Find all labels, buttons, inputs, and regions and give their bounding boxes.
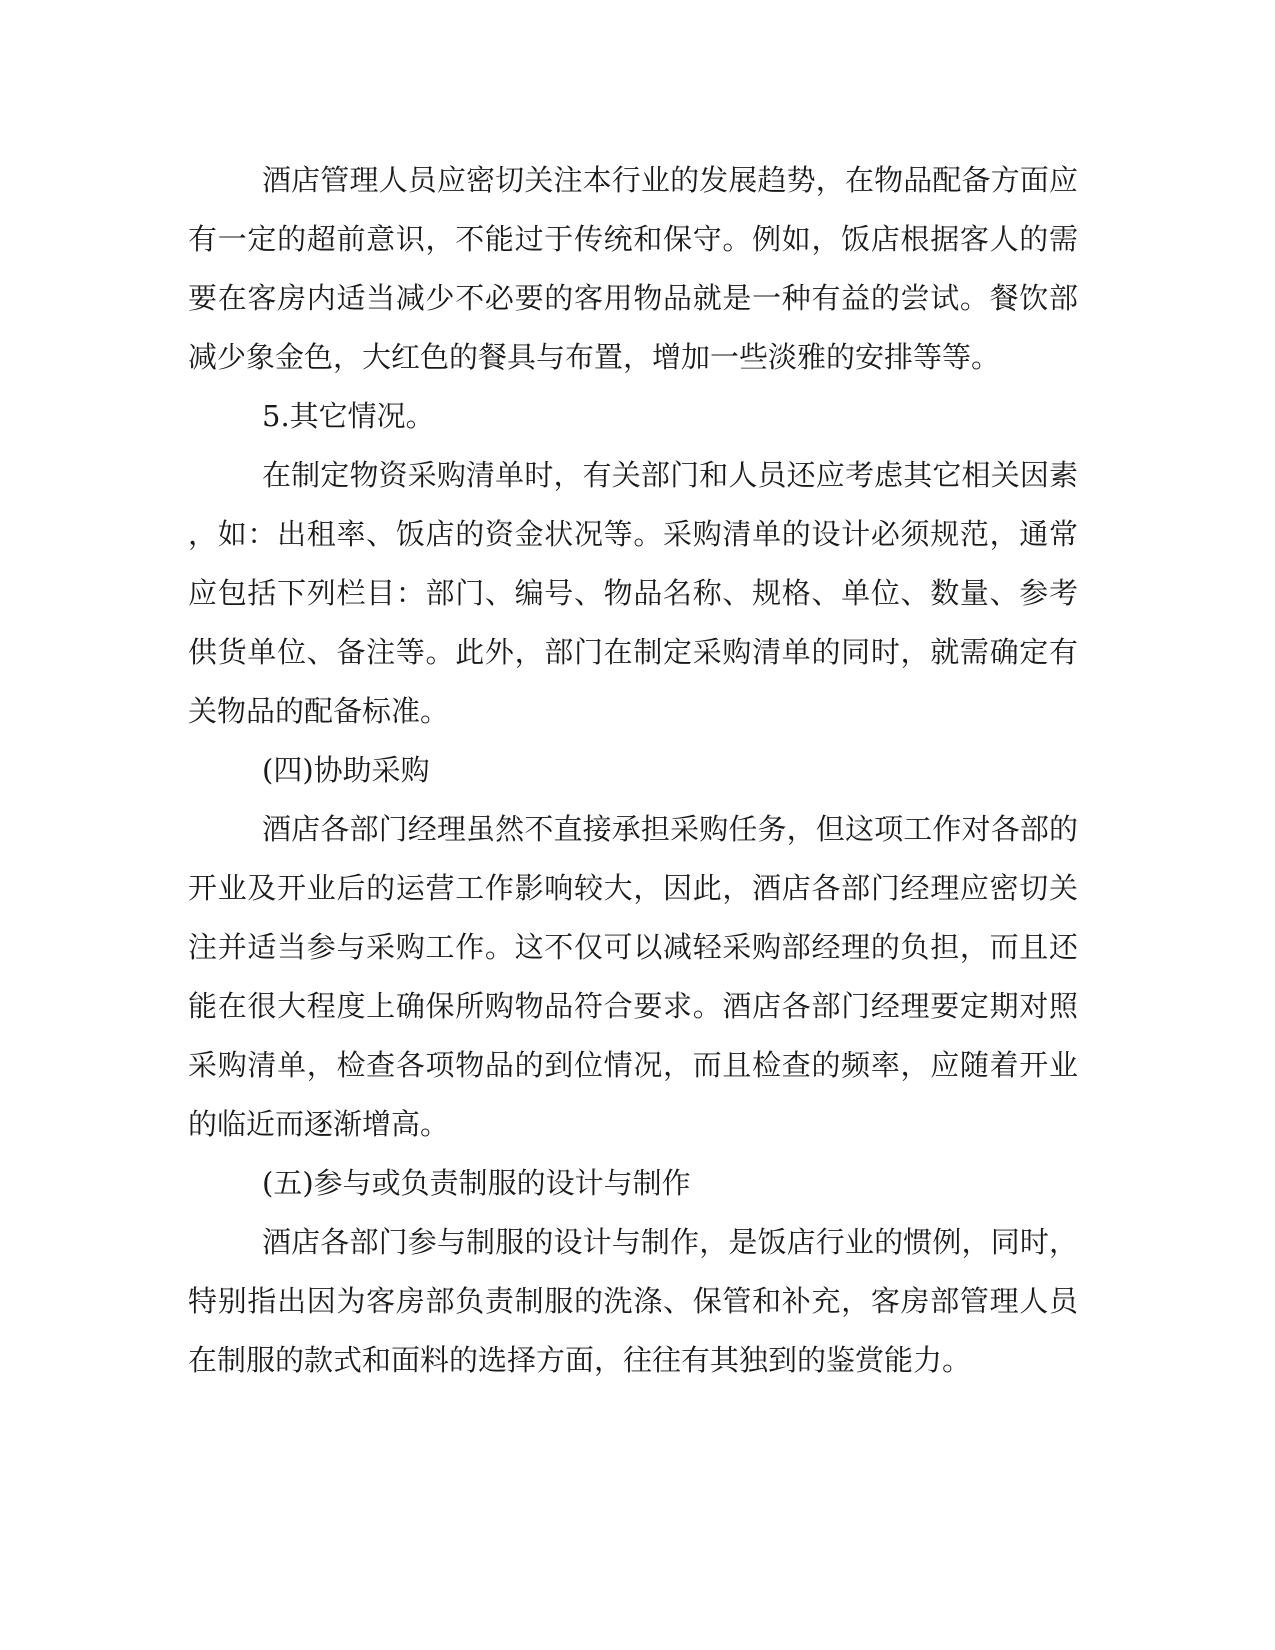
paragraph-line: 酒店各部门参与制服的设计与制作，是饭店行业的惯例，同时， — [262, 1225, 1078, 1259]
paragraph-line: 应包括下列栏目：部门、编号、物品名称、规格、单位、数量、参考 — [188, 576, 1078, 610]
paragraph-line: ，如：出租率、饭店的资金状况等。采购清单的设计必须规范，通常 — [188, 517, 1078, 551]
paragraph-line: 酒店各部门经理虽然不直接承担采购任务，但这项工作对各部的 — [262, 812, 1078, 846]
paragraph-line: 采购清单，检查各项物品的到位情况，而且检查的频率，应随着开业 — [188, 1048, 1078, 1082]
paragraph-line: 关物品的配备标准。 — [188, 694, 450, 728]
paragraph-line: 的临近而逐渐增高。 — [188, 1107, 450, 1141]
paragraph-line: 开业及开业后的运营工作影响较大，因此，酒店各部门经理应密切关 — [188, 871, 1078, 905]
section-heading: 5.其它情况。 — [262, 399, 435, 433]
section-heading: (四)协助采购 — [262, 753, 430, 787]
paragraph-line: 要在客房内适当减少不必要的客用物品就是一种有益的尝试。餐饮部 — [188, 281, 1078, 315]
paragraph-line: 在制定物资采购清单时，有关部门和人员还应考虑其它相关因素 — [262, 458, 1078, 492]
paragraph-line: 能在很大程度上确保所购物品符合要求。酒店各部门经理要定期对照 — [188, 989, 1078, 1023]
paragraph-line: 减少象金色，大红色的餐具与布置，增加一些淡雅的安排等等。 — [188, 340, 1001, 374]
paragraph-line: 酒店管理人员应密切关注本行业的发展趋势，在物品配备方面应 — [262, 163, 1078, 197]
paragraph-line: 有一定的超前意识，不能过于传统和保守。例如，饭店根据客人的需 — [188, 222, 1078, 256]
paragraph-line: 特别指出因为客房部负责制服的洗涤、保管和补充，客房部管理人员 — [188, 1284, 1078, 1318]
paragraph-line: 在制服的款式和面料的选择方面，往往有其独到的鉴赏能力。 — [188, 1343, 972, 1377]
section-heading: (五)参与或负责制服的设计与制作 — [262, 1166, 691, 1200]
paragraph-line: 供货单位、备注等。此外，部门在制定采购清单的同时，就需确定有 — [188, 635, 1078, 669]
paragraph-line: 注并适当参与采购工作。这不仅可以减轻采购部经理的负担，而且还 — [188, 930, 1078, 964]
